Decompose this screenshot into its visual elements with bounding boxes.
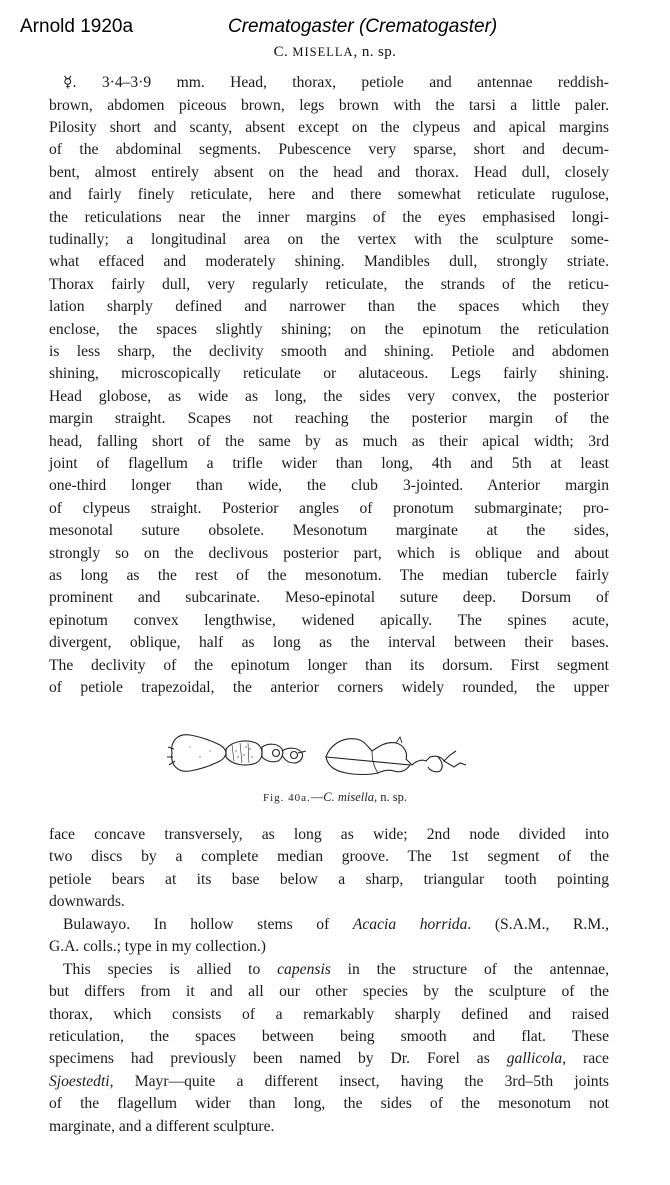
text-span: but differs from it and all our other species by the sculpture of the — [49, 983, 609, 1000]
figure-caption — [0, 790, 670, 805]
text-line: bent, almost entirely absent on the head and thorax. Head dull, closely — [49, 164, 609, 181]
text-line — [49, 1118, 609, 1136]
text-line: joint of flagellum a trifle wider than long, 4th and 5th at least — [49, 455, 609, 472]
text-line: and fairly finely reticulate, here and there somewhat reticulate rugulose, — [49, 186, 609, 203]
host-plant-name: Acacia horrida — [352, 916, 468, 933]
figure-species: C. misella — [323, 790, 374, 804]
text-line — [63, 916, 609, 934]
species-status: , n. sp. — [353, 44, 397, 60]
text-line — [49, 983, 609, 1001]
citation-header: Arnold 1920a — [20, 16, 134, 37]
text-line: The declivity of the epinotum longer than its dorsum. First segment — [49, 657, 609, 674]
text-line: what effaced and moderately shining. Mandibles dull, strongly striate. — [49, 253, 609, 270]
genus-abbrev: C. — [273, 44, 289, 60]
text-line: margin straight. Scapes not reaching the posterior margin of the — [49, 410, 609, 427]
text-line — [49, 1095, 609, 1113]
species-name: MISELLA — [292, 45, 354, 59]
text-span: , race — [562, 1050, 609, 1067]
text-span: specimens had previously been named by Dr. Forel as — [49, 1050, 507, 1067]
taxon-header: Crematogaster (Crematogaster) — [228, 16, 498, 37]
italic-species: capensis — [277, 961, 331, 978]
text-line: epinotum convex lengthwise, widened apically. The spines acute, — [49, 612, 609, 629]
text-line: tudinally; a longitudinal area on the vertex with the sculpture some- — [49, 231, 609, 248]
text-line: of petiole trapezoidal, the anterior corners widely rounded, the upper — [49, 679, 609, 696]
text-line: of clypeus straight. Posterior angles of pronotum submarginate; pro- — [49, 500, 609, 517]
text-span: in the structure of the antennae, — [330, 961, 609, 978]
text-span: reticulation, the spaces between being smooth and flat. These — [49, 1028, 609, 1045]
text-line: petiole bears at its base below a sharp, triangular tooth pointing — [49, 871, 609, 888]
text-line: as long as the rest of the mesonotum. The median tubercle fairly — [49, 567, 609, 584]
species-title — [0, 44, 670, 61]
text-line — [63, 961, 609, 979]
text-span: , Mayr—quite a different insect, having the 3rd–5th joints — [109, 1073, 609, 1090]
text-line: enclose, the spaces slightly shining; on the epinotum the reticulation — [49, 321, 609, 338]
text-line: shining, microscopically reticulate or alutaceous. Legs fairly shining. — [49, 365, 609, 382]
text-span: This species is allied to — [63, 961, 278, 978]
dorsal-view-head — [172, 735, 226, 772]
text-span: thorax, which consists of a remarkably sharply defined and raised — [49, 1006, 609, 1023]
text-line: two discs by a complete median groove. The 1st segment of the — [49, 848, 609, 865]
text-line: brown, abdomen piceous brown, legs brown with the tarsi a little paler. — [49, 97, 609, 114]
text-line — [49, 1006, 609, 1024]
text-line: is less sharp, the declivity smooth and shining. Petiole and abdomen — [49, 343, 609, 360]
text-line: the reticulations near the inner margins of the eyes emphasised longi- — [49, 209, 609, 226]
text-line — [49, 938, 609, 956]
ant-figure-drawing — [160, 727, 500, 779]
text-span: Bulawayo. In hollow stems of — [63, 916, 353, 933]
italic-species: gallicola — [506, 1050, 563, 1067]
text-line: head, falling short of the same by as much as their apical width; 3rd — [49, 433, 609, 450]
dorsal-view-thorax — [226, 741, 262, 765]
text-line — [49, 1028, 609, 1046]
italic-race: Sjoestedti — [49, 1073, 110, 1090]
text-line: strongly so on the declivous posterior part, which is oblique and about — [49, 545, 609, 562]
figure-suffix: , n. sp. — [374, 790, 407, 804]
text-line: Thorax fairly dull, very regularly reticulate, the strands of the reticu- — [49, 276, 609, 293]
figure-label: Fig. 40a. — [262, 792, 311, 804]
text-line: lation sharply defined and narrower than the spaces which they — [49, 298, 609, 315]
text-span: marginate, and a different sculpture. — [49, 1118, 275, 1135]
text-line: divergent, oblique, half as long as the interval between their bases. — [49, 634, 609, 651]
text-span: of the flagellum wider than long, the sides of the mesonotum not — [49, 1095, 609, 1112]
text-line: face concave transversely, as long as wide; 2nd node divided into — [49, 826, 609, 843]
text-line — [49, 1050, 609, 1068]
text-line: prominent and subcarinate. Meso-epinotal suture deep. Dorsum of — [49, 589, 609, 606]
text-line: of the abdominal segments. Pubescence very sparse, short and decum- — [49, 141, 609, 158]
text-line: one-third longer than wide, the club 3-jointed. Anterior margin — [49, 477, 609, 494]
text-line: Head globose, as wide as long, the sides very convex, the posterior — [49, 388, 609, 405]
text-line — [49, 1073, 609, 1091]
figure-dash: — — [310, 790, 324, 804]
lateral-view-body — [326, 739, 456, 775]
text-line: mesonotal suture obsolete. Mesonotum marginate at the sides, — [49, 522, 609, 539]
text-line: Pilosity short and scanty, absent except on the clypeus and apical margins — [49, 119, 609, 136]
text-span: G.A. colls.; type in my collection.) — [49, 938, 266, 955]
text-line: downwards. — [49, 893, 125, 910]
text-span: . (S.A.M., R.M., — [467, 916, 609, 933]
text-line: ☿. 3·4–3·9 mm. Head, thorax, petiole and antennae reddish- — [63, 74, 609, 91]
